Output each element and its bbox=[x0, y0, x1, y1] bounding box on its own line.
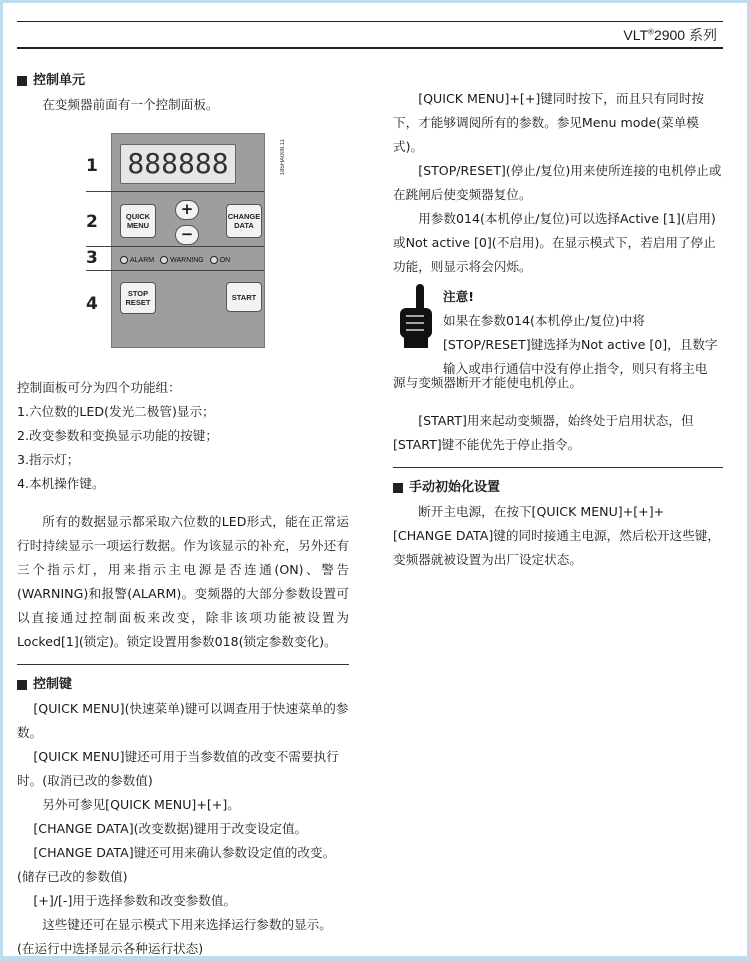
square-bullet-icon bbox=[17, 680, 27, 690]
minus-key: − bbox=[175, 225, 199, 245]
section-divider bbox=[393, 467, 723, 468]
keys-paragraph: [+]/[-]用于选择参数和改变参数值。 bbox=[33, 893, 237, 908]
keys-paragraph: 这些键还可在显示模式下用来选择运行参数的显示。(在运行中选择显示各种运行状态) bbox=[17, 917, 332, 956]
paragraph-quick-menu-plus: [QUICK MENU]+[+]键同时按下，而且只有同时按下，才能够调阅所有的参数。参见Menu mode(菜单模式)。 bbox=[393, 91, 705, 154]
keys-paragraph: 另外可参见[QUICK MENU]+[+]。 bbox=[42, 797, 240, 812]
paragraph-stop-reset: [STOP/RESET](停止/复位)用来使所连接的电机停止或在跳闸后使变频器复位。 bbox=[393, 163, 722, 202]
on-led-icon bbox=[210, 256, 218, 264]
note-block bbox=[443, 285, 723, 381]
paragraph-param-014: 用参数014(本机停止/复位)可以选择Active [1](启用)或Not active [0](不启用)。在显示模式下，若启用了停止功能，则显示将会闪烁。 bbox=[393, 211, 716, 274]
note-text-tail: 源与变频器断开才能使电机停止。 bbox=[393, 375, 582, 390]
group-item: 3.指示灯； bbox=[17, 452, 80, 467]
section-intro: 在变频器前面有一个控制面板。 bbox=[42, 97, 219, 112]
group-divider bbox=[86, 270, 264, 271]
section-title-manual-init: 手动初始化设置 bbox=[393, 476, 723, 500]
on-indicator: ON bbox=[210, 256, 231, 264]
warning-led-icon bbox=[160, 256, 168, 264]
alarm-led-icon bbox=[120, 256, 128, 264]
paragraph-init: 断开主电源，在按下[QUICK MENU]+[+]+[CHANGE DATA]键的同时接通主电源，然后松开这些键，变频器就被设置为出厂设定状态。 bbox=[393, 504, 720, 567]
square-bullet-icon bbox=[17, 76, 27, 86]
keys-paragraph: [CHANGE DATA](改变数据)键用于改变设定值。 bbox=[33, 821, 308, 836]
keys-paragraph: [QUICK MENU]键还可用于当参数值的改变不需要执行时。(取消已改的参数值) bbox=[17, 749, 339, 788]
keys-paragraph: [CHANGE DATA]键还可用来确认参数设定值的改变。(储存已改的参数值) bbox=[17, 845, 336, 884]
group-item: 1.六位数的LED(发光二极管)显示； bbox=[17, 404, 215, 419]
plus-key: + bbox=[175, 200, 199, 220]
section-title-control-unit: 控制单元 bbox=[17, 69, 349, 93]
left-column-bottom bbox=[17, 376, 349, 961]
figure-serial: 185HA008.11 bbox=[280, 139, 286, 176]
right-column-lower bbox=[393, 371, 723, 572]
section-title-control-keys: 控制键 bbox=[17, 673, 349, 697]
groups-intro: 控制面板可分为四个功能组： bbox=[17, 380, 181, 395]
left-column-top bbox=[17, 69, 349, 117]
paragraph-start: [START]用来起动变频器，始终处于启用状态，但[START]键不能优先于停止指令。 bbox=[393, 413, 694, 452]
group-divider bbox=[86, 246, 264, 247]
change-data-key: CHANGE DATA bbox=[226, 204, 262, 238]
square-bullet-icon bbox=[393, 483, 403, 493]
note-title: 注意! bbox=[443, 289, 474, 304]
quick-menu-key: QUICK MENU bbox=[120, 204, 156, 238]
start-key: START bbox=[226, 282, 262, 312]
stop-reset-key: STOP RESET bbox=[120, 282, 156, 314]
group-item: 2.改变参数和变换显示功能的按键； bbox=[17, 428, 218, 443]
right-column bbox=[393, 87, 723, 279]
indicator-lights bbox=[120, 256, 230, 264]
header-rule-bottom bbox=[17, 47, 723, 49]
group-divider bbox=[86, 191, 264, 192]
note-text: 如果在参数014(本机停止/复位)中将[STOP/RESET]键选择为Not active [0]，且数字输入或串行通信中没有停止指令，则只有将主电 bbox=[443, 313, 718, 376]
led-paragraph: 所有的数据显示都采取六位数的LED形式，能在正常运行时持续显示一项运行数据。作为该显示的补充，另外还有三个指示灯，用来指示主电源是否连通(ON)、警告(WARNING)和报警(ALARM)。变频器的大部分参数设置可以直接通过控制面板来改变，除非该项功能被设置为Locked[1](锁定)。锁定设置用参数018(锁定参数变化)。 bbox=[17, 514, 349, 649]
document-page bbox=[3, 3, 747, 956]
pointing-hand-icon bbox=[396, 282, 438, 348]
keys-paragraph: [QUICK MENU](快速菜单)键可以调查用于快速菜单的参数。 bbox=[17, 701, 349, 740]
control-panel-figure bbox=[86, 133, 286, 348]
group-label: 3 bbox=[86, 248, 98, 268]
group-item: 4.本机操作键。 bbox=[17, 476, 105, 491]
group-label: 2 bbox=[86, 212, 98, 232]
header-title: VLT®2900 系列 bbox=[623, 27, 717, 43]
section-divider bbox=[17, 664, 349, 665]
group-label: 1 bbox=[86, 156, 98, 176]
led-display: 888888 bbox=[120, 144, 236, 184]
alarm-indicator: ALARM bbox=[120, 256, 154, 264]
group-label: 4 bbox=[86, 294, 98, 314]
warning-indicator: WARNING bbox=[160, 256, 204, 264]
header-rule-top bbox=[17, 21, 723, 22]
